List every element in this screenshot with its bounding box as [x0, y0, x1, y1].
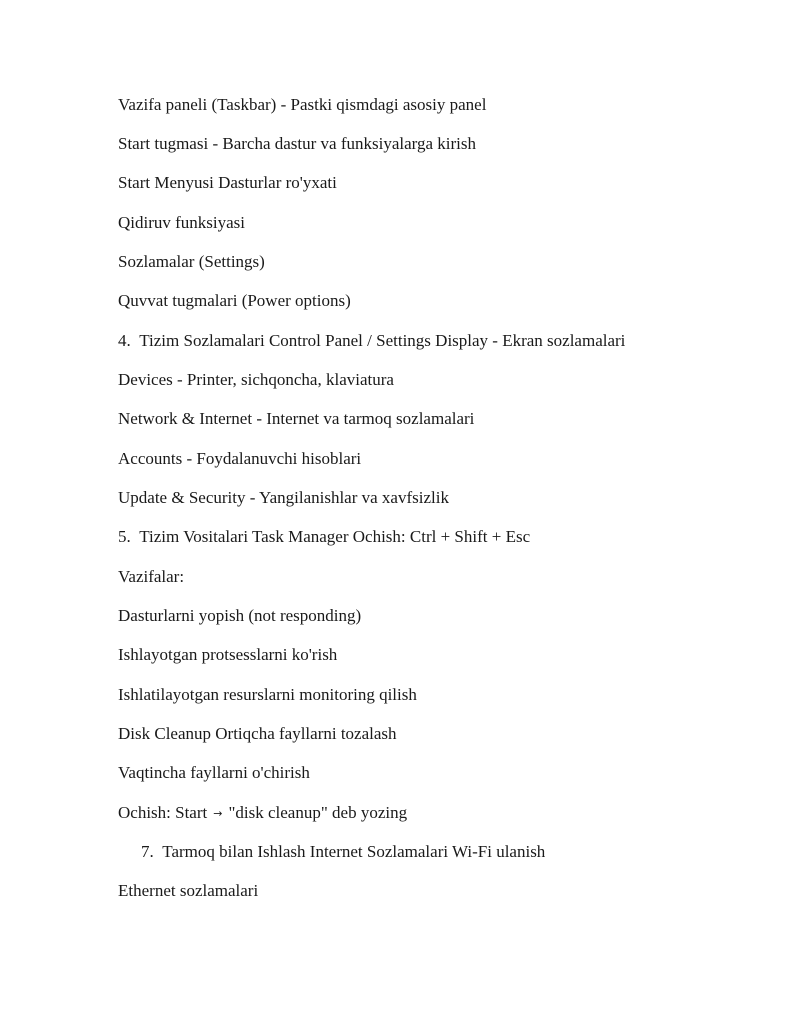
section-4-number: 4.	[118, 331, 131, 350]
section-7-number: 7.	[141, 842, 154, 861]
arrow-right-icon: →	[213, 807, 223, 820]
section-5-heading	[118, 527, 530, 547]
text-line-power: Quvvat tugmalari (Power options)	[118, 291, 351, 310]
text-line-monitor-resources: Ishlatilayotgan resurslarni monitoring qilish	[118, 685, 417, 704]
section-4-text: Tizim Sozlamalari Control Panel / Settings Display - Ekran sozlamalari	[139, 331, 626, 350]
text-line-accounts: Accounts - Foydalanuvchi hisoblari	[118, 449, 362, 468]
section-5-number: 5.	[118, 527, 131, 546]
text-line-ochish	[118, 803, 407, 824]
text-line-ethernet: Ethernet sozlamalari	[118, 881, 259, 900]
section-4-heading	[118, 331, 625, 351]
text-line-start-menu: Start Menyusi Dasturlar ro'yxati	[118, 173, 337, 192]
text-line-disk-cleanup: Disk Cleanup Ortiqcha fayllarni tozalash	[118, 724, 397, 743]
text-line-taskbar: Vazifa paneli (Taskbar) - Pastki qismdagi asosiy panel	[118, 95, 487, 114]
text-line-network: Network & Internet - Internet va tarmoq sozlamalari	[118, 409, 475, 428]
text-line-search: Qidiruv funksiyasi	[118, 213, 246, 232]
text-line-update: Update & Security - Yangilanishlar va xavfsizlik	[118, 488, 449, 507]
text-line-view-processes: Ishlayotgan protsesslarni ko'rish	[118, 645, 338, 664]
text-line-vazifalar: Vazifalar:	[118, 567, 185, 586]
text-line-temp-files: Vaqtincha fayllarni o'chirish	[118, 763, 310, 782]
section-7-heading	[141, 842, 545, 862]
text-line-devices: Devices - Printer, sichqoncha, klaviatura	[118, 370, 394, 389]
text-line-settings: Sozlamalar (Settings)	[118, 252, 265, 271]
ochish-prefix: Ochish: Start	[118, 803, 208, 822]
section-5-text: Tizim Vositalari Task Manager Ochish: Ctrl + Shift + Esc	[139, 527, 531, 546]
text-line-close-programs: Dasturlarni yopish (not responding)	[118, 606, 362, 625]
section-7-text: Tarmoq bilan Ishlash Internet Sozlamalari Wi-Fi ulanish	[162, 842, 546, 861]
text-line-start-button: Start tugmasi - Barcha dastur va funksiyalarga kirish	[118, 134, 477, 153]
ochish-suffix: "disk cleanup" deb yozing	[228, 803, 408, 822]
